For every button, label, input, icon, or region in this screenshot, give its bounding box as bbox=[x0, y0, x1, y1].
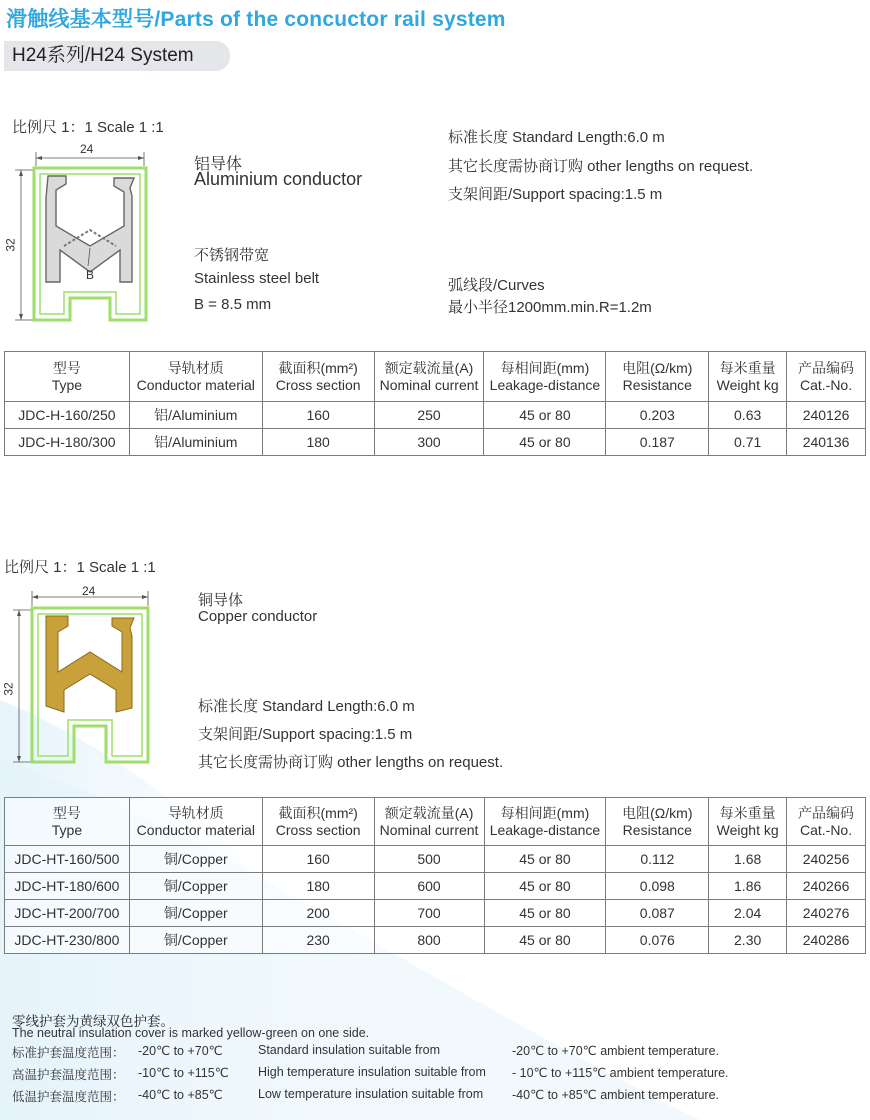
table-cell: 180 bbox=[262, 429, 374, 456]
table-cell: 200 bbox=[262, 900, 374, 927]
header-cell bbox=[606, 798, 709, 846]
header-label-cn: 型号 bbox=[52, 804, 81, 821]
aluminium-profile-drawing bbox=[4, 140, 164, 325]
table-header-row bbox=[5, 352, 866, 402]
table-cell: 500 bbox=[374, 846, 484, 873]
alu-dim-height: 32 bbox=[3, 238, 18, 252]
table-cell: 700 bbox=[374, 900, 484, 927]
table-cell: 铝/Aluminium bbox=[129, 429, 262, 456]
header-label-cn: 产品编码 bbox=[798, 359, 855, 376]
table-cell: 0.187 bbox=[606, 429, 709, 456]
header-label-cn: 产品编码 bbox=[798, 804, 855, 821]
table-cell: JDC-H-160/250 bbox=[5, 402, 130, 429]
cu-dim-width: 24 bbox=[82, 584, 96, 598]
temp-range-value: -10℃ to +115℃ bbox=[138, 1066, 229, 1080]
ambient-temperature: -20℃ to +70℃ ambient temperature. bbox=[512, 1044, 720, 1058]
table-cell: 600 bbox=[374, 873, 484, 900]
table-cell: 45 or 80 bbox=[484, 402, 606, 429]
header-label-en: Nominal current bbox=[379, 376, 479, 393]
alu-name-en: Aluminium conductor bbox=[194, 169, 363, 189]
header-cell bbox=[5, 352, 130, 402]
header-cell bbox=[129, 798, 262, 846]
table-cell: 0.203 bbox=[606, 402, 709, 429]
alu-min-radius: 最小半径1200mm.min.R=1.2m bbox=[448, 299, 652, 316]
header-label-cn: 每米重量 bbox=[719, 359, 776, 376]
table-cell: 0.71 bbox=[709, 429, 787, 456]
table-cell: JDC-HT-180/600 bbox=[5, 873, 130, 900]
system-tab: H24系列/H24 System bbox=[4, 41, 230, 71]
header-label-cn: 每米重量 bbox=[719, 804, 776, 821]
footer-note-cn: 零线护套为黄绿双色护套。 bbox=[12, 1014, 174, 1029]
table-row bbox=[5, 402, 866, 429]
table-row bbox=[5, 846, 866, 873]
header-label-en: Type bbox=[51, 821, 83, 838]
footer-note-en: The neutral insulation cover is marked yellow-green on one side. bbox=[12, 1026, 370, 1040]
table-cell: 铜/Copper bbox=[129, 873, 262, 900]
table-cell: 2.04 bbox=[709, 900, 787, 927]
table-cell: 45 or 80 bbox=[484, 900, 606, 927]
header-label-en: Weight kg bbox=[716, 376, 779, 393]
header-cell bbox=[606, 352, 709, 402]
header-cell bbox=[709, 352, 787, 402]
header-cell bbox=[484, 798, 606, 846]
header-cell bbox=[262, 352, 374, 402]
header-cell bbox=[709, 798, 787, 846]
alu-standard-length: 标准长度 Standard Length:6.0 m bbox=[448, 129, 665, 146]
cu-name-cn: 铜导体 bbox=[198, 592, 244, 609]
temp-range-value: -20℃ to +70℃ bbox=[138, 1044, 223, 1058]
table-cell: JDC-H-180/300 bbox=[5, 429, 130, 456]
alu-support-spacing: 支架间距/Support spacing:1.5 m bbox=[448, 186, 663, 203]
table-cell: 0.098 bbox=[606, 873, 709, 900]
table-cell: 180 bbox=[262, 873, 374, 900]
copper-spec-table bbox=[4, 797, 866, 954]
table-cell: 1.86 bbox=[709, 873, 787, 900]
table-cell: 0.63 bbox=[709, 402, 787, 429]
header-label-cn: 每相间距(mm) bbox=[500, 359, 590, 376]
header-label-cn: 导轨材质 bbox=[167, 804, 224, 821]
temp-range-label: 标准护套温度范围： bbox=[12, 1046, 125, 1060]
header-label-cn: 额定载流量(A) bbox=[384, 804, 474, 821]
header-label-en: Leakage-distance bbox=[489, 376, 601, 393]
table-cell: 铝/Aluminium bbox=[129, 402, 262, 429]
header-label-en: Conductor material bbox=[136, 376, 255, 393]
table-row bbox=[5, 429, 866, 456]
header-cell bbox=[374, 352, 484, 402]
table-cell: 铜/Copper bbox=[129, 846, 262, 873]
header-cell bbox=[129, 352, 262, 402]
header-label-en: Weight kg bbox=[716, 821, 779, 838]
aluminium-spec-table bbox=[4, 351, 866, 456]
header-label-en: Cat.-No. bbox=[799, 376, 853, 393]
alu-belt-label: B bbox=[86, 268, 95, 282]
table-cell: 230 bbox=[262, 927, 374, 954]
header-cell bbox=[484, 352, 606, 402]
table-cell: 160 bbox=[262, 846, 374, 873]
table-cell: 240266 bbox=[787, 873, 866, 900]
alu-curves: 弧线段/Curves bbox=[448, 277, 545, 294]
header-label-cn: 型号 bbox=[52, 359, 81, 376]
header-cell bbox=[374, 798, 484, 846]
cu-standard-length: 标准长度 Standard Length:6.0 m bbox=[198, 698, 415, 715]
table-header-row bbox=[5, 798, 866, 846]
table-cell: 240136 bbox=[787, 429, 866, 456]
table-cell: 45 or 80 bbox=[484, 927, 606, 954]
header-label-cn: 电阻(Ω/km) bbox=[622, 359, 693, 376]
alu-other-lengths: 其它长度需协商订购 other lengths on request. bbox=[448, 158, 754, 175]
table-cell: JDC-HT-160/500 bbox=[5, 846, 130, 873]
table-cell: 0.076 bbox=[606, 927, 709, 954]
header-label-en: Cross section bbox=[275, 821, 361, 838]
alu-dim-width: 24 bbox=[80, 142, 94, 156]
header-label-en: Cross section bbox=[275, 376, 361, 393]
table-cell: 250 bbox=[374, 402, 484, 429]
header-cell bbox=[5, 798, 130, 846]
temp-range-value: -40℃ to +85℃ bbox=[138, 1088, 223, 1102]
table-cell: 800 bbox=[374, 927, 484, 954]
table-cell: 0.087 bbox=[606, 900, 709, 927]
table-row bbox=[5, 900, 866, 927]
copper-profile-drawing bbox=[1, 580, 164, 770]
page-title: 滑触线基本型号/Parts of the concuctor rail system bbox=[6, 8, 506, 31]
table-cell: 240286 bbox=[787, 927, 866, 954]
table-cell: 45 or 80 bbox=[484, 429, 606, 456]
header-label-cn: 截面积(mm²) bbox=[278, 804, 358, 821]
alu-name-cn: 铝导体 bbox=[194, 156, 243, 173]
table-cell: JDC-HT-200/700 bbox=[5, 900, 130, 927]
ambient-temperature: -40℃ to +85℃ ambient temperature. bbox=[512, 1088, 720, 1102]
table-cell: 铜/Copper bbox=[129, 927, 262, 954]
cu-scale: 比例尺 1：1 Scale 1 :1 bbox=[4, 559, 156, 576]
header-cell bbox=[787, 798, 866, 846]
cu-support-spacing: 支架间距/Support spacing:1.5 m bbox=[198, 726, 413, 743]
header-label-en: Nominal current bbox=[379, 821, 479, 838]
table-cell: 240276 bbox=[787, 900, 866, 927]
header-cell bbox=[787, 352, 866, 402]
alu-belt-width: B = 8.5 mm bbox=[194, 296, 272, 313]
ambient-temperature: - 10℃ to +115℃ ambient temperature. bbox=[512, 1066, 729, 1080]
header-label-cn: 截面积(mm²) bbox=[278, 359, 358, 376]
alu-belt-en: Stainless steel belt bbox=[194, 270, 320, 287]
table-cell: 铜/Copper bbox=[129, 900, 262, 927]
table-cell: 240256 bbox=[787, 846, 866, 873]
table-cell: 1.68 bbox=[709, 846, 787, 873]
table-cell: JDC-HT-230/800 bbox=[5, 927, 130, 954]
insulation-description: Low temperature insulation suitable from bbox=[258, 1087, 484, 1101]
cu-dim-height: 32 bbox=[1, 682, 16, 696]
alu-belt-cn: 不锈钢带宽 bbox=[194, 247, 270, 264]
cu-other-lengths: 其它长度需协商订购 other lengths on request. bbox=[198, 754, 504, 771]
temp-range-label: 高温护套温度范围： bbox=[12, 1068, 125, 1082]
header-cell bbox=[262, 798, 374, 846]
table-cell: 160 bbox=[262, 402, 374, 429]
header-label-cn: 额定载流量(A) bbox=[384, 359, 474, 376]
alu-scale: 比例尺 1：1 Scale 1 :1 bbox=[12, 119, 164, 136]
table-cell: 300 bbox=[374, 429, 484, 456]
header-label-en: Conductor material bbox=[136, 821, 255, 838]
header-label-cn: 每相间距(mm) bbox=[500, 804, 590, 821]
header-label-en: Type bbox=[51, 376, 83, 393]
table-cell: 2.30 bbox=[709, 927, 787, 954]
table-cell: 0.112 bbox=[606, 846, 709, 873]
header-label-en: Leakage-distance bbox=[489, 821, 601, 838]
table-cell: 45 or 80 bbox=[484, 846, 606, 873]
temp-range-label: 低温护套温度范围： bbox=[12, 1090, 125, 1104]
table-row bbox=[5, 873, 866, 900]
table-cell: 240126 bbox=[787, 402, 866, 429]
cu-name-en: Copper conductor bbox=[198, 608, 318, 625]
header-label-en: Cat.-No. bbox=[799, 821, 853, 838]
header-label-en: Resistance bbox=[622, 821, 692, 838]
header-label-cn: 电阻(Ω/km) bbox=[622, 804, 693, 821]
insulation-description: High temperature insulation suitable from bbox=[258, 1065, 486, 1079]
table-row bbox=[5, 927, 866, 954]
header-label-cn: 导轨材质 bbox=[167, 359, 224, 376]
insulation-description: Standard insulation suitable from bbox=[258, 1043, 441, 1057]
table-cell: 45 or 80 bbox=[484, 873, 606, 900]
header-label-en: Resistance bbox=[622, 376, 692, 393]
